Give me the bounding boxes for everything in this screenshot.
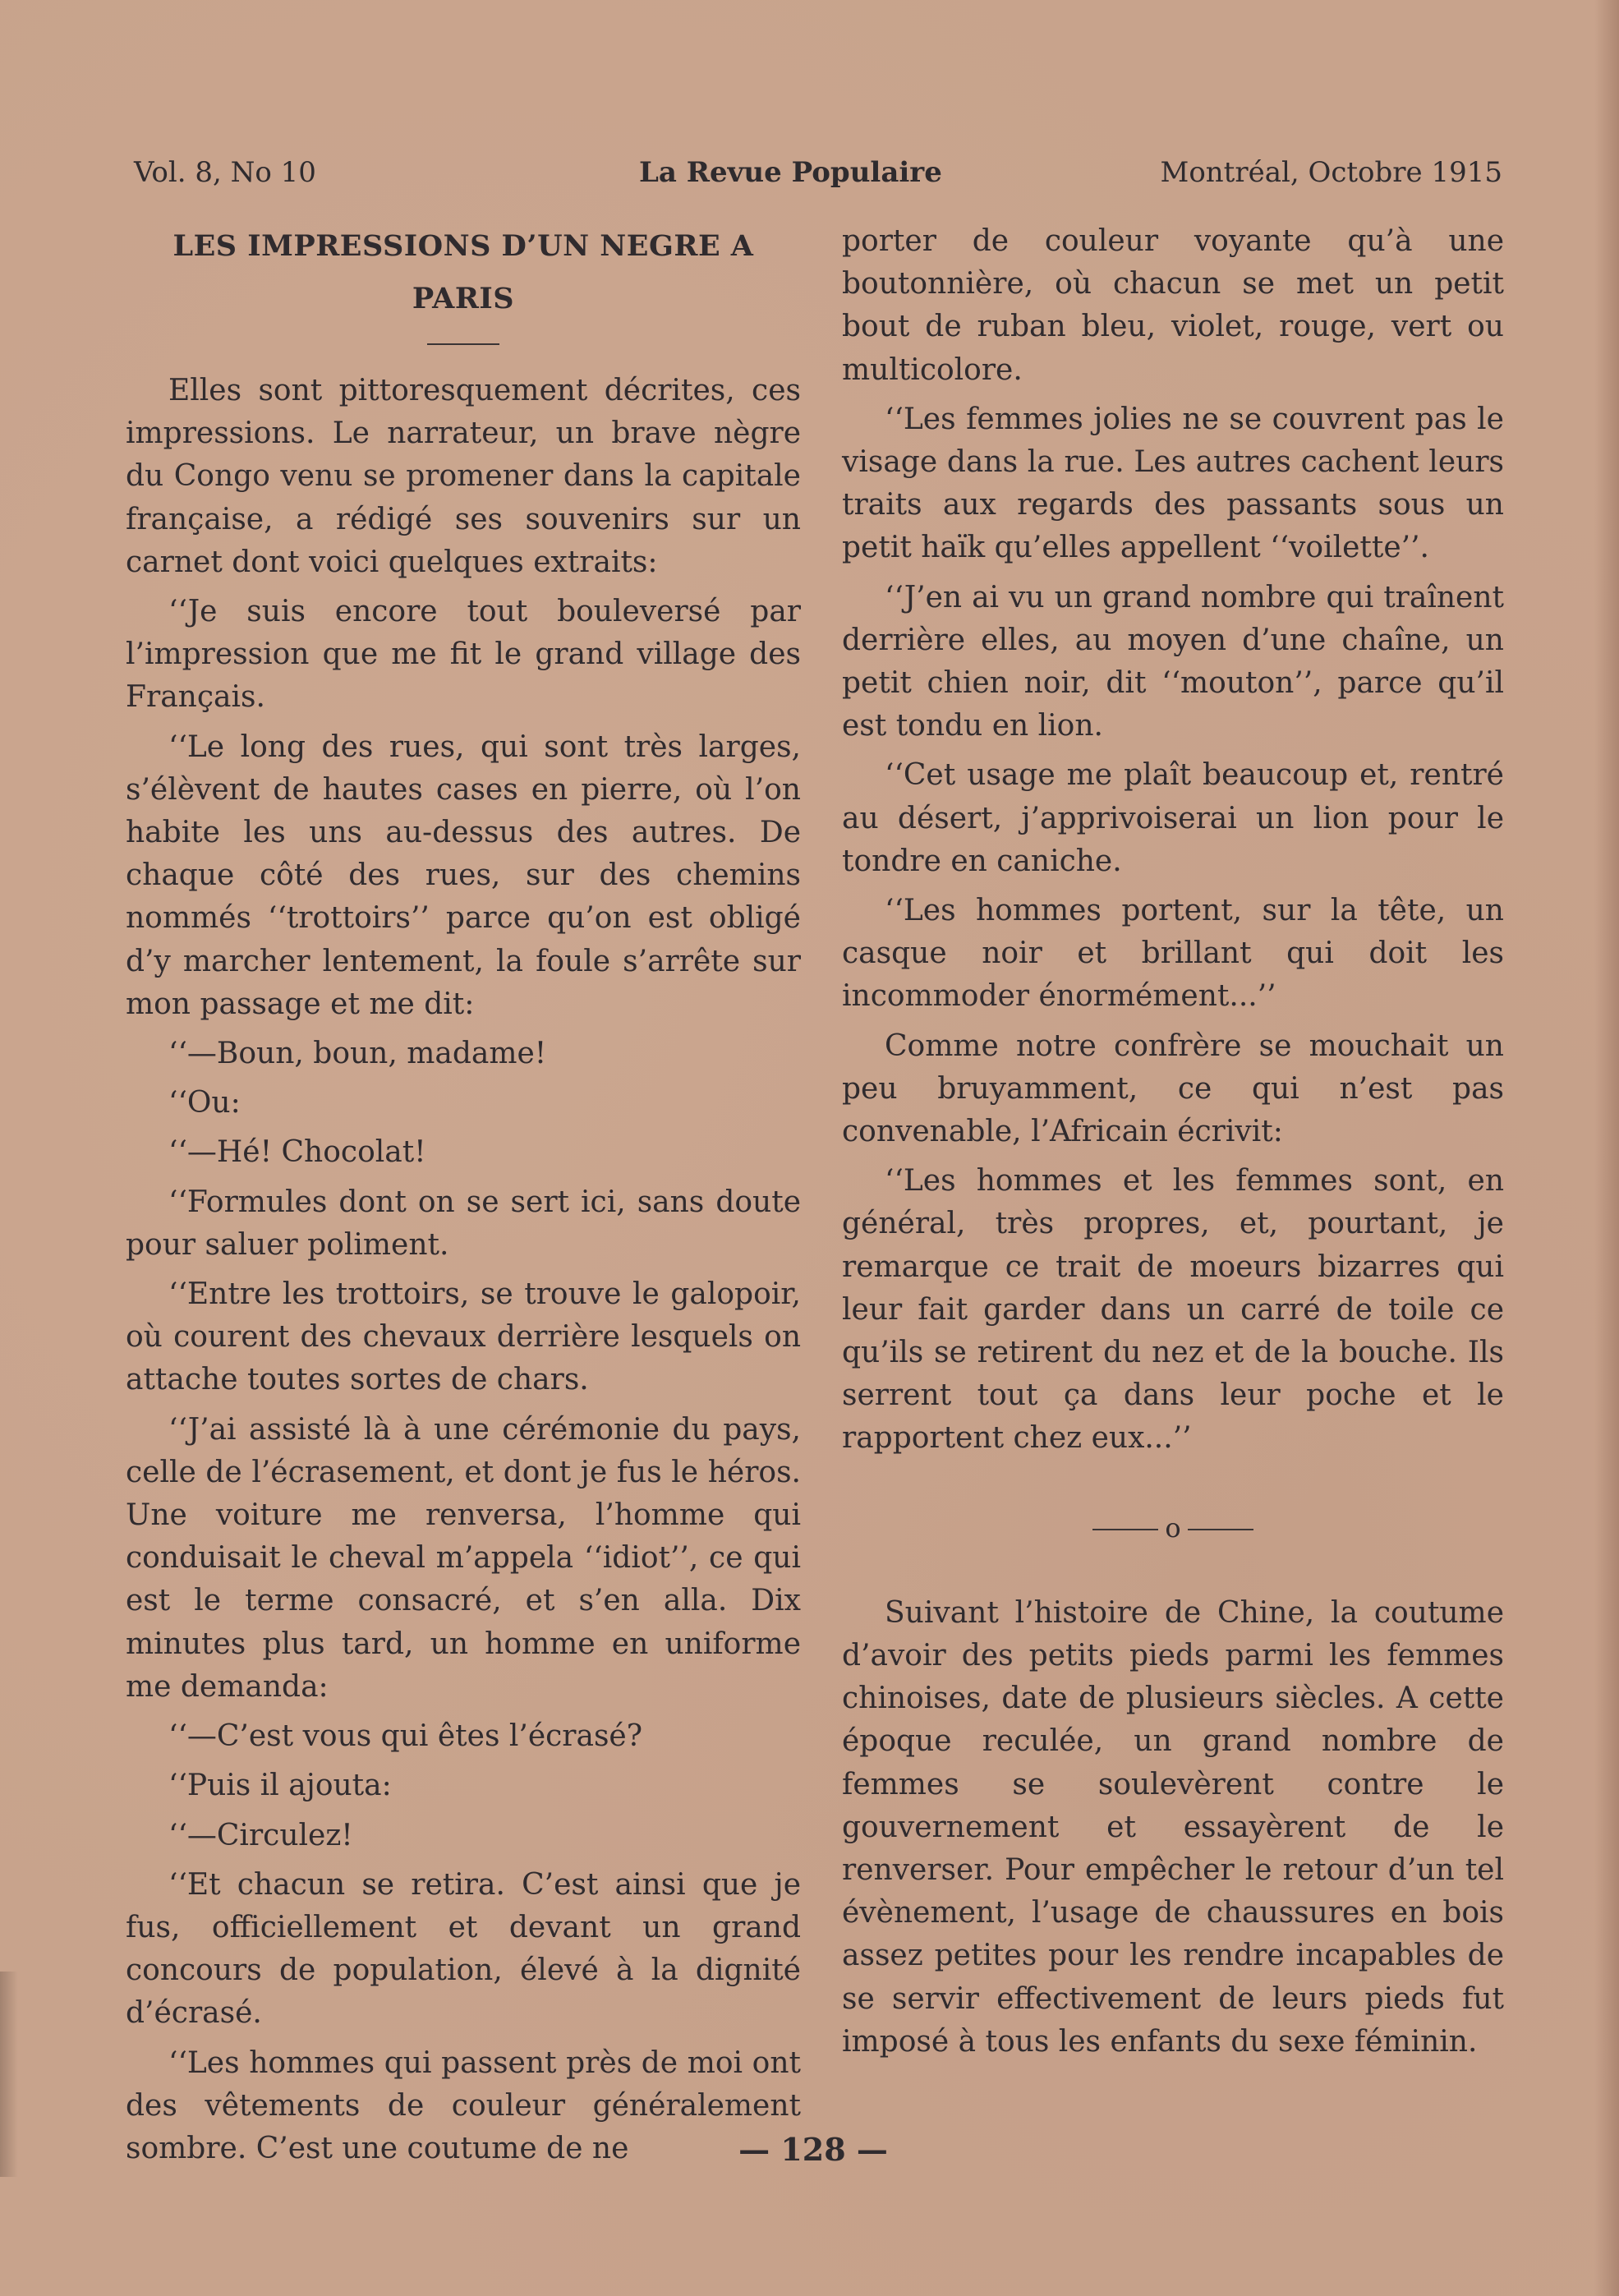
article-paragraph-continued: porter de couleur voyante qu’à une boutonnière, où chacun se met un petit bout de ruban bleu, violet, rouge, vert ou multicolore. xyxy=(842,224,1504,387)
article-paragraph: ‘‘Formules dont on se sert ici, sans doute pour saluer poliment. xyxy=(126,1185,801,1262)
article-paragraph: ‘‘—C’est vous qui êtes l’écrasé? xyxy=(168,1719,643,1754)
article-paragraph: ‘‘Les hommes portent, sur la tête, un casque noir et brillant qui doit les incommoder énormément...’’ xyxy=(842,894,1504,1014)
second-article-paragraph: Suivant l’histoire de Chine, la coutume d’avoir des petits pieds parmi les femmes chinoises, date de plusieurs siècles. A cette époque reculée, un grand nombre de femmes se soulevèrent contre le gouvernement et essayèrent de le renverser. Pour empêcher le retour d’un tel évènement, l’usage de chaussures en bois assez petites pour les rendre incapables de se servir effectivement de leurs pieds fut imposé à tous les enfants du sexe féminin. xyxy=(842,1595,1504,2059)
article-paragraph: ‘‘Les hommes et les femmes sont, en général, très propres, et, pourtant, je remarque ce trait de moeurs bizarres qui leur fait garder dans un carré de toile ce qu’ils se retirent du nez et de la bouche. Ils serrent tout ça dans leur poche et le rapportent chez eux...’’ xyxy=(842,1164,1504,1456)
header-place-date: Montréal, Octobre 1915 xyxy=(1160,156,1502,189)
right-column xyxy=(842,220,1504,2064)
article-paragraph: ‘‘Puis il ajouta: xyxy=(168,1769,392,1803)
page-number: — 128 — xyxy=(738,2131,888,2168)
article-paragraph: ‘‘Je suis encore tout bouleversé par l’impression que me fit le grand village des Français. xyxy=(126,595,801,715)
article-paragraph: Comme notre confrère se mouchait un peu bruyamment, ce qui n’est pas convenable, l’Africain écrivit: xyxy=(842,1028,1504,1149)
article-title-line2: PARIS xyxy=(412,282,515,315)
article-paragraph: ‘‘Cet usage me plaît beaucoup et, rentré au désert, j’apprivoiserai un lion pour le tondre en caniche. xyxy=(842,758,1504,878)
article-paragraph: ‘‘J’ai assisté là à une cérémonie du pays, celle de l’écrasement, et dont je fus le héros. Une voiture me renversa, l’homme qui conduisait le cheval m’appela ‘‘idiot’’, ce qui est le terme consacré, et s’en alla. Dix minutes plus tard, un homme en uniforme me demanda: xyxy=(126,1412,801,1704)
page-stain xyxy=(0,1972,18,2177)
article-paragraph: ‘‘—Circulez! xyxy=(168,1818,353,1852)
article-paragraph: ‘‘Le long des rues, qui sont très larges, s’élèvent de hautes cases en pierre, où l’on habite les uns au-dessus des autres. De chaque côté des rues, sur des chemins nommés ‘‘trottoirs’’ parce qu’on est obligé d’y marcher lentement, la foule s’arrête sur mon passage et me dit: xyxy=(126,729,801,1021)
divider-dash-right xyxy=(1188,1529,1253,1530)
article-paragraph: ‘‘—Boun, boun, madame! xyxy=(168,1037,547,1071)
left-column xyxy=(126,220,801,2170)
article-paragraph: ‘‘J’en ai vu un grand nombre qui traînent derrière elles, au moyen d’une chaîne, un petit chien noir, dit ‘‘mouton’’, parce qu’il est tondu en lion. xyxy=(842,580,1504,743)
running-header xyxy=(134,156,1502,197)
article-title xyxy=(126,220,801,325)
article-paragraph: ‘‘Les femmes jolies ne se couvrent pas le visage dans la rue. Les autres cachent leurs traits aux regards des passants sous un petit haïk qu’elles appellent ‘‘voilette’’. xyxy=(842,402,1504,565)
article-paragraph: ‘‘Ou: xyxy=(168,1086,241,1120)
title-rule xyxy=(427,343,499,345)
section-divider xyxy=(842,1511,1504,1544)
page-edge-shadow xyxy=(1594,0,1619,2296)
divider-dash-left xyxy=(1092,1529,1158,1530)
divider-mark: o xyxy=(1165,1511,1181,1544)
article-paragraph: ‘‘Les hommes qui passent près de moi ont des vêtements de couleur généralement sombre. C’est une coutume de ne xyxy=(126,2045,801,2165)
article-paragraph: ‘‘—Hé! Chocolat! xyxy=(168,1135,426,1170)
article-title-line1: LES IMPRESSIONS D’UN NEGRE A xyxy=(172,229,754,263)
header-volume: Vol. 8, No 10 xyxy=(134,156,316,189)
article-paragraph: ‘‘Entre les trottoirs, se trouve le galopoir, où courent des chevaux derrière lesquels on attache toutes sortes de chars. xyxy=(126,1277,801,1397)
article-paragraph: ‘‘Et chacun se retira. C’est ainsi que je fus, officiellement et devant un grand concours de population, élevé à la dignité d’écrasé. xyxy=(126,1867,801,2031)
article-paragraph: Elles sont pittoresquement décrites, ces impressions. Le narrateur, un brave nègre du Congo venu se promener dans la capitale française, a rédigé ses souvenirs sur un carnet dont voici quelques extraits: xyxy=(126,374,801,579)
header-publication: La Revue Populaire xyxy=(639,156,942,189)
